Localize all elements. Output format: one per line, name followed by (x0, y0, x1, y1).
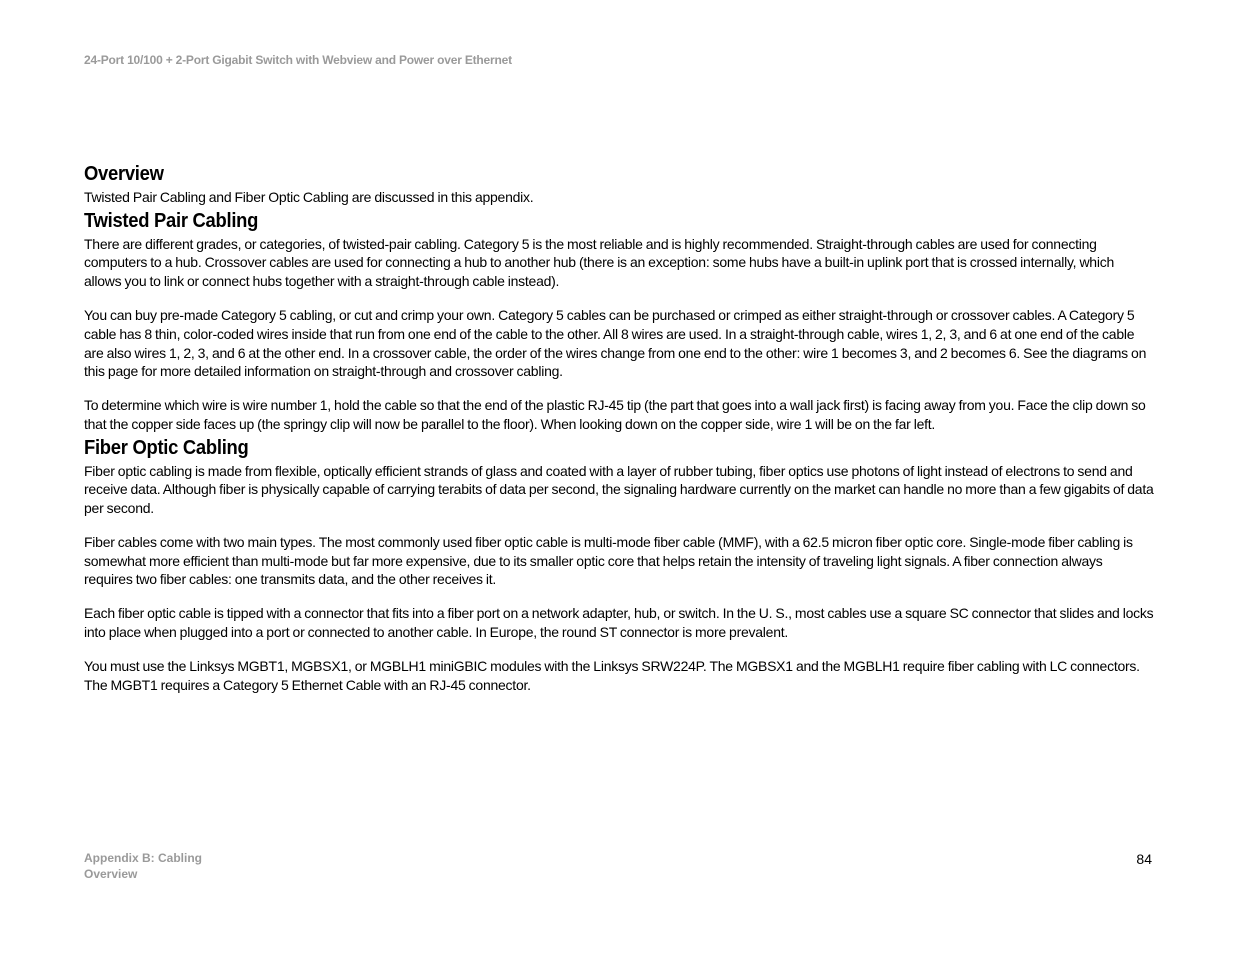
overview-section (84, 160, 1154, 207)
twisted-pair-section (84, 207, 1154, 434)
running-header: 24-Port 10/100 + 2-Port Gigabit Switch with Webview and Power over Ethernet (84, 53, 512, 67)
fiber-optic-paragraph-1: Fiber optic cabling is made from flexible, optically efficient strands of glass and coated with a layer of rubber tubing, fiber optics use photons of light instead of electrons to send and receive data. Although fiber is physically capable of carrying terabits of data per second, the signaling hardware currently on the market can handle no more than a few gigabits of data per second. (84, 462, 1154, 517)
page-content (84, 160, 1154, 695)
overview-paragraph: Twisted Pair Cabling and Fiber Optic Cabling are discussed in this appendix. (84, 189, 534, 205)
fiber-optic-paragraph-4: You must use the Linksys MGBT1, MGBSX1, or MGBLH1 miniGBIC modules with the Linksys SRW224P. The MGBSX1 and the MGBLH1 require fiber cabling with LC connectors. The MGBT1 requires a Category 5 Ethernet Cable with an RJ-45 connector. (84, 658, 1140, 693)
twisted-pair-paragraph-1: There are different grades, or categories, of twisted-pair cabling. Category 5 is the most reliable and is highly recommended. Straight-through cables are used for connecting computers to a hub. Crossover cables are used for connecting a hub to another hub (there is an exception: some hubs have a built-in uplink port that is crossed internally, which allows you to link or connect hubs together with a straight-through cable instead). (84, 235, 1114, 290)
twisted-pair-paragraph-2: You can buy pre-made Category 5 cabling, or cut and crimp your own. Category 5 cables can be purchased or crimped as either straight-through or crossover cables. A Category 5 cable has 8 thin, color-coded wires inside that run from one end of the cable to the other. All 8 wires are used. In a straight-through cable, wires 1, 2, 3, and 6 at one end of the cable are also wires 1, 2, 3, and 6 at the other end. In a crossover cable, the order of the wires change from one end to the other: wire 1 becomes 3, and 2 becomes 6. See the diagrams on this page for more detailed information on straight-through and crossover cabling. (84, 307, 1147, 380)
fiber-optic-paragraph-3: Each fiber optic cable is tipped with a connector that fits into a fiber port on a network adapter, hub, or switch. In the U. S., most cables use a square SC connector that slides and locks into place when plugged into a port or connected to another cable. In Europe, the round ST connector is more prevalent. (84, 605, 1154, 641)
section-heading-fiber-optic: Fiber Optic Cabling (84, 436, 249, 459)
section-heading-twisted-pair: Twisted Pair Cabling (84, 209, 259, 232)
section-heading-overview: Overview (84, 163, 164, 185)
page-number: 84 (1136, 851, 1152, 867)
footer-section: Overview (84, 867, 138, 881)
page-footer (84, 850, 202, 882)
fiber-optic-paragraph-2: Fiber cables come with two main types. The most commonly used fiber optic cable is multi-mode fiber cable (MMF), with a 62.5 micron fiber optic core. Single-mode fiber cabling is somewhat more efficient than multi-mode but far more expensive, due to its smaller optic core that helps retain the intensity of traveling light signals. A fiber connection always requires two fiber cables: one transmits data, and the other receives it. (84, 534, 1133, 588)
footer-chapter: Appendix B: Cabling (84, 851, 202, 865)
fiber-optic-section (84, 434, 1154, 695)
twisted-pair-paragraph-3: To determine which wire is wire number 1, hold the cable so that the end of the plastic RJ-45 tip (the part that goes into a wall jack first) is facing away from you. Face the clip down so that the copper side faces up (the springy clip will now be parallel to the floor). When looking down on the copper side, wire 1 will be on the far left. (84, 397, 1146, 432)
